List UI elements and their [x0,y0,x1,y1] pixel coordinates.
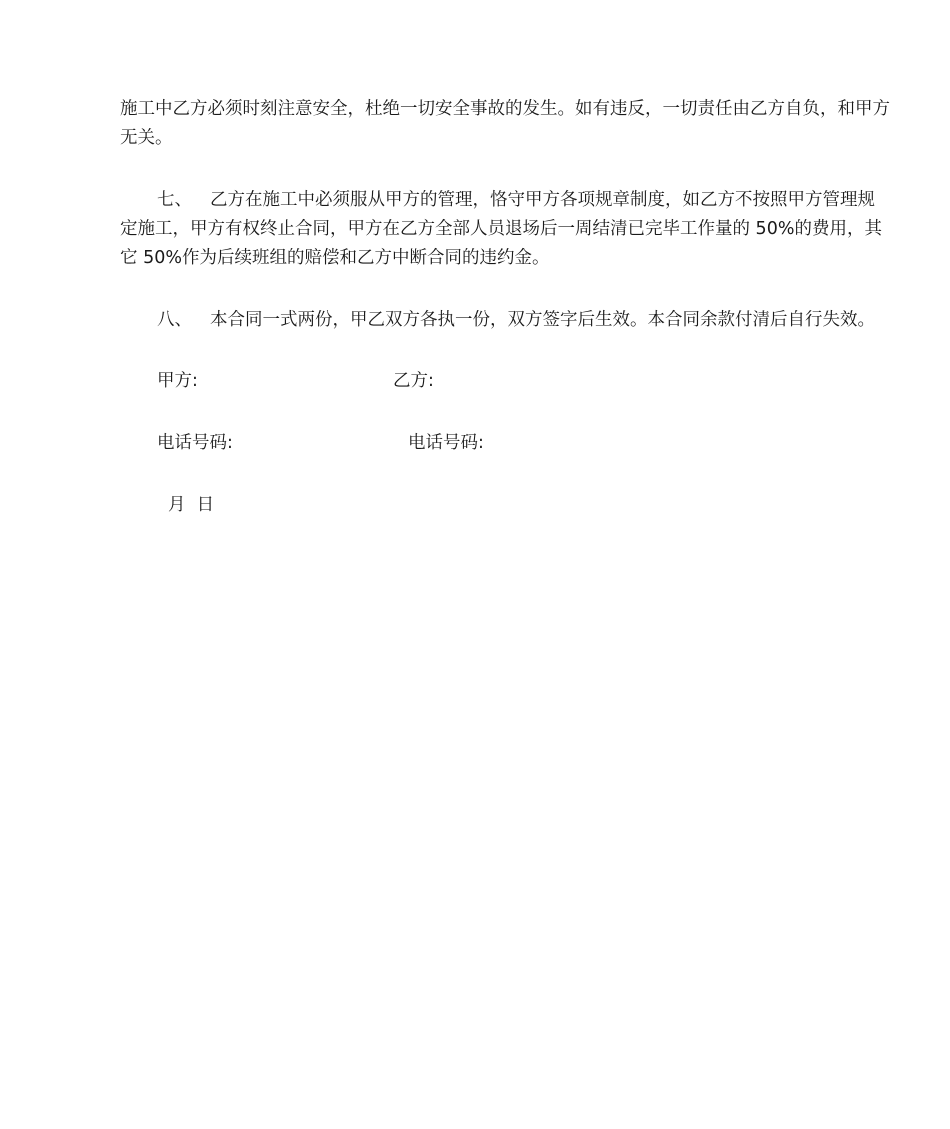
clause-7-text: 乙方在施工中必须服从甲方的管理，恪守甲方各项规章制度，如乙方不按照甲方管理规定施工，甲方有权终止合同，甲方在乙方全部人员退场后一周结清已完毕工作量的 50%的费用，其它 50%作为后续班组的赔偿和乙方中断合同的违约金。 [120,190,882,268]
phone-a-label: 电话号码: [157,433,233,453]
clause-7-number: 七、 [157,190,192,210]
clause-8-text: 本合同一式两份，甲乙双方各执一份，双方签字后生效。本合同余款付清后自行失效。 [210,310,875,330]
party-b-label: 乙方: [393,371,434,391]
party-a-label: 甲方: [157,371,198,391]
date-label: 月 日 [168,495,215,515]
clause-8 [120,306,890,335]
clause-8-number: 八、 [157,310,192,330]
paragraph-safety: 施工中乙方必须时刻注意安全，杜绝一切安全事故的发生。如有违反，一切责任由乙方自负，和甲方无关。 [120,99,890,148]
clause-7 [120,186,890,273]
phone-b-label: 电话号码: [408,433,484,453]
